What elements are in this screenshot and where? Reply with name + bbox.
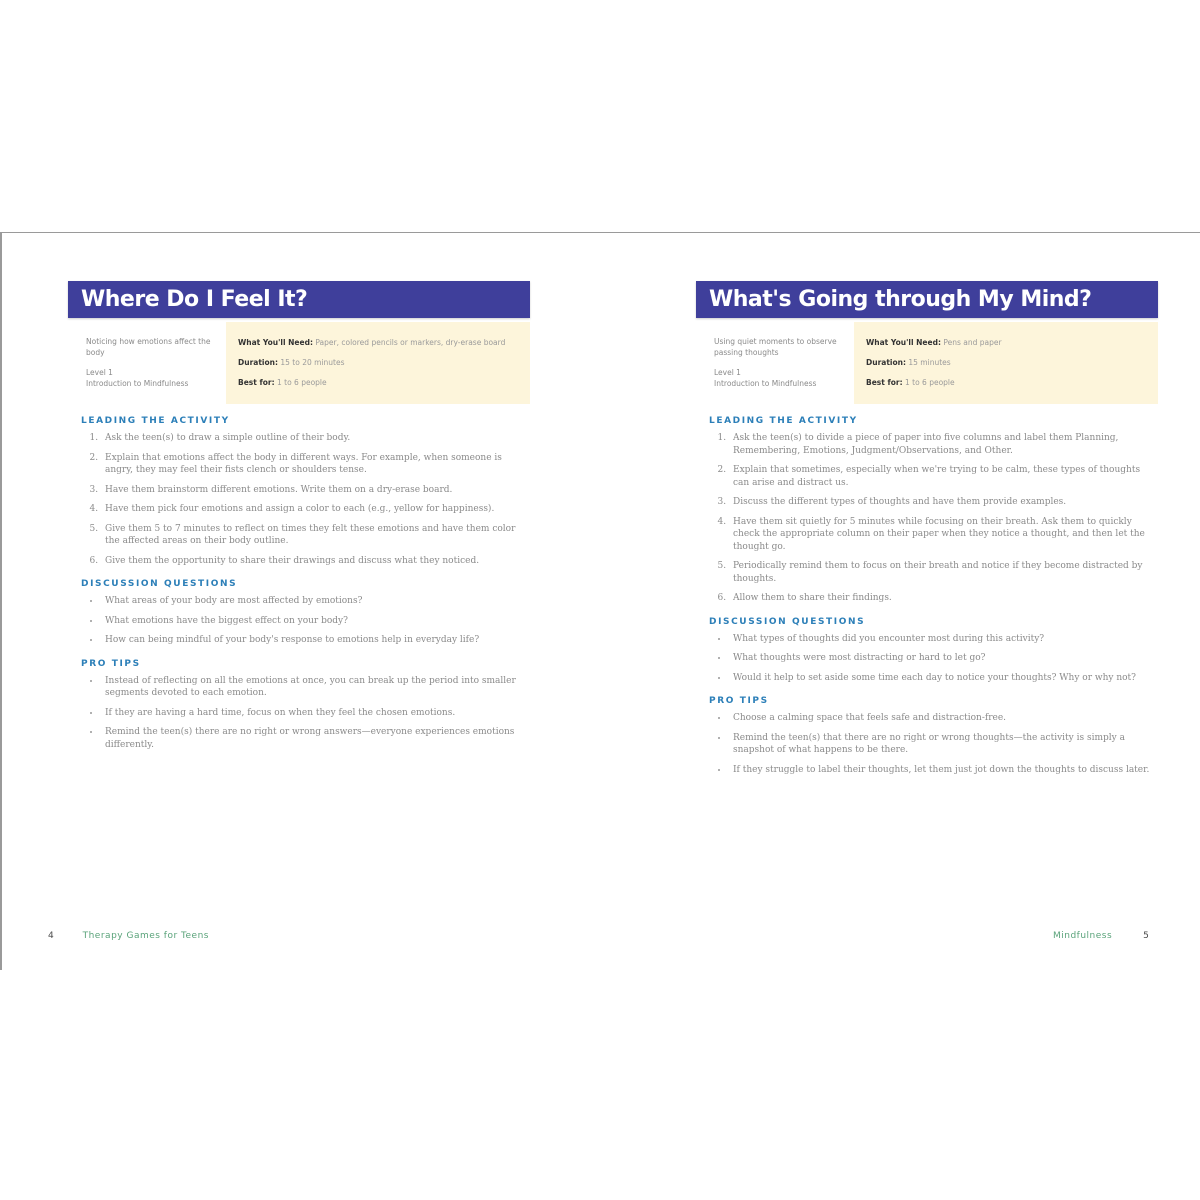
needs-value: Pens and paper bbox=[943, 338, 1002, 347]
requirements-box bbox=[226, 322, 530, 404]
duration-value: 15 minutes bbox=[908, 358, 951, 367]
step-item: 3. Discuss the different types of thoughts and have them provide examples. bbox=[729, 496, 1158, 509]
activity-summary bbox=[696, 322, 854, 404]
step-item: 6. Give them the opportunity to share their drawings and discuss what they noticed. bbox=[101, 555, 530, 568]
activity-info bbox=[696, 322, 1158, 404]
activity-level: Level 1 bbox=[714, 368, 741, 377]
step-item: 1. Ask the teen(s) to divide a piece of paper into five columns and label them Planning, Remembering, Emotions, Judgment/Observations, and Other. bbox=[729, 432, 1158, 457]
activity-title: Where Do I Feel It? bbox=[68, 281, 530, 318]
tips-heading: PRO TIPS bbox=[709, 696, 769, 706]
steps-list bbox=[696, 432, 1158, 605]
duration-label: Duration: bbox=[866, 358, 906, 367]
left-footer bbox=[48, 931, 209, 941]
page-number: 5 bbox=[1143, 931, 1149, 941]
best-for-value: 1 to 6 people bbox=[904, 378, 955, 387]
tip-item: • Remind the teen(s) that there are no right or wrong thoughts—the activity is simply a snapshot of what happens to be there. bbox=[729, 732, 1158, 757]
tip-item: • Choose a calming space that feels safe and distraction-free. bbox=[729, 712, 1158, 725]
step-item: 2. Explain that sometimes, especially when we're trying to be calm, these types of thoughts can arise and distract us. bbox=[729, 464, 1158, 489]
needs-label: What You'll Need: bbox=[866, 338, 941, 347]
questions-list bbox=[68, 595, 530, 647]
duration-value: 15 to 20 minutes bbox=[280, 358, 345, 367]
best-for-label: Best for: bbox=[866, 378, 903, 387]
leading-heading: LEADING THE ACTIVITY bbox=[709, 416, 858, 426]
activity-category: Introduction to Mindfulness bbox=[86, 379, 189, 388]
step-item: 5. Give them 5 to 7 minutes to reflect on times they felt these emotions and have them color the affected areas on their body outline. bbox=[101, 523, 530, 548]
requirements-box bbox=[854, 322, 1158, 404]
best-for-label: Best for: bbox=[238, 378, 275, 387]
tip-item: • If they struggle to label their thoughts, let them just jot down the thoughts to discuss later. bbox=[729, 764, 1158, 777]
tips-list bbox=[68, 675, 530, 752]
running-head: Therapy Games for Teens bbox=[82, 931, 209, 941]
step-item: 3. Have them brainstorm different emotions. Write them on a dry-erase board. bbox=[101, 484, 530, 497]
tip-item: • If they are having a hard time, focus on when they feel the chosen emotions. bbox=[101, 707, 530, 720]
question-item: • How can being mindful of your body's response to emotions help in everyday life? bbox=[101, 634, 530, 647]
right-page bbox=[696, 281, 1158, 783]
leading-heading: LEADING THE ACTIVITY bbox=[81, 416, 230, 426]
question-item: • Would it help to set aside some time each day to notice your thoughts? Why or why not? bbox=[729, 672, 1158, 685]
activity-category: Introduction to Mindfulness bbox=[714, 379, 817, 388]
discussion-heading: DISCUSSION QUESTIONS bbox=[709, 616, 866, 627]
activity-goal: Noticing how emotions affect the body bbox=[86, 337, 211, 357]
needs-value: Paper, colored pencils or markers, dry-erase board bbox=[315, 338, 506, 347]
right-footer bbox=[1053, 931, 1149, 941]
book-spread bbox=[0, 232, 1200, 970]
question-item: • What types of thoughts did you encounter most during this activity? bbox=[729, 633, 1158, 646]
best-for-value: 1 to 6 people bbox=[276, 378, 327, 387]
tips-list bbox=[696, 712, 1158, 776]
tip-item: • Remind the teen(s) there are no right or wrong answers—everyone experiences emotions differently. bbox=[101, 726, 530, 751]
activity-title: What's Going through My Mind? bbox=[696, 281, 1158, 318]
tips-heading: PRO TIPS bbox=[81, 658, 141, 669]
step-item: 4. Have them pick four emotions and assign a color to each (e.g., yellow for happiness). bbox=[101, 503, 530, 516]
question-item: • What emotions have the biggest effect on your body? bbox=[101, 615, 530, 628]
activity-level: Level 1 bbox=[86, 368, 113, 377]
discussion-heading: DISCUSSION QUESTIONS bbox=[81, 579, 238, 589]
step-item: 1. Ask the teen(s) to draw a simple outline of their body. bbox=[101, 432, 530, 445]
page-number: 4 bbox=[48, 931, 54, 941]
running-head: Mindfulness bbox=[1053, 931, 1113, 941]
step-item: 4. Have them sit quietly for 5 minutes while focusing on their breath. Ask them to quickly check the appropriate column on their paper when they notice a thought, and then let the thought go. bbox=[729, 516, 1158, 554]
needs-label: What You'll Need: bbox=[238, 338, 313, 347]
question-item: • What areas of your body are most affected by emotions? bbox=[101, 595, 530, 608]
step-item: 5. Periodically remind them to focus on their breath and notice if they become distracted by thoughts. bbox=[729, 560, 1158, 585]
activity-info bbox=[68, 322, 530, 404]
left-page bbox=[68, 281, 530, 758]
questions-list bbox=[696, 633, 1158, 685]
steps-list bbox=[68, 432, 530, 567]
step-item: 2. Explain that emotions affect the body in different ways. For example, when someone is angry, they may feel their fists clench or shoulders tense. bbox=[101, 452, 530, 477]
duration-label: Duration: bbox=[238, 358, 278, 367]
activity-summary bbox=[68, 322, 226, 404]
activity-goal: Using quiet moments to observe passing thoughts bbox=[714, 337, 837, 357]
question-item: • What thoughts were most distracting or hard to let go? bbox=[729, 652, 1158, 665]
step-item: 6. Allow them to share their findings. bbox=[729, 592, 1158, 605]
tip-item: • Instead of reflecting on all the emotions at once, you can break up the period into smaller segments devoted to each emotion. bbox=[101, 675, 530, 700]
